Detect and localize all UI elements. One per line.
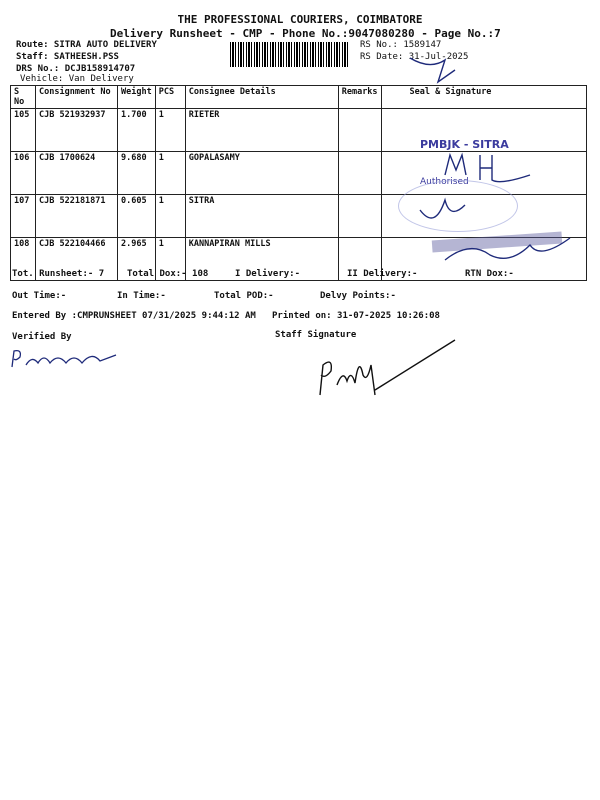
company-stamp: PMBJK - SITRA xyxy=(420,138,509,151)
rs-date: RS Date: 31-Jul-2025 xyxy=(360,52,469,62)
cell-consignee: GOPALASAMY xyxy=(185,152,338,195)
cell-remarks xyxy=(338,195,381,238)
signature-mark-top xyxy=(400,50,470,90)
header-consignee-details: Consignee Details xyxy=(185,86,338,109)
cell-pcs: 1 xyxy=(155,109,185,152)
header-pcs: PCS xyxy=(155,86,185,109)
header-remarks: Remarks xyxy=(338,86,381,109)
drs-number: DRS No.: DCJB158914707 xyxy=(16,64,136,74)
cell-consignment-no: CJB 522181871 xyxy=(36,195,118,238)
cell-consignee: KANNAPIRAN MILLS xyxy=(185,238,338,281)
out-time: Out Time:- xyxy=(12,291,67,301)
cell-consignment-no: CJB 522104466 xyxy=(36,238,118,281)
cell-sno: 108 xyxy=(11,238,36,281)
signature-mh xyxy=(440,150,540,190)
cell-consignee: RIETER xyxy=(185,109,338,152)
rs-number: RS No.: 1589147 xyxy=(360,40,442,50)
cell-sno: 105 xyxy=(11,109,36,152)
cell-pcs: 1 xyxy=(155,238,185,281)
cell-weight: 0.605 xyxy=(118,195,156,238)
runsheet-title: Delivery Runsheet - CMP - Phone No.:9047080280 - Page No.:7 xyxy=(110,27,501,40)
cell-sno: 106 xyxy=(11,152,36,195)
total-dox: Total Dox:- 108 xyxy=(127,269,209,279)
header-consignment-no: Consignment No xyxy=(36,86,118,109)
tot-runsheet: Tot. Runsheet:- 7 xyxy=(12,269,105,279)
entered-by: Entered By :CMPRUNSHEET 07/31/2025 9:44:12 AM xyxy=(12,311,256,321)
table-header-row xyxy=(11,86,587,109)
cell-consignment-no: CJB 1700624 xyxy=(36,152,118,195)
cell-weight: 2.965 xyxy=(118,238,156,281)
cell-remarks xyxy=(338,109,381,152)
cell-pcs: 1 xyxy=(155,152,185,195)
verified-by: Verified By xyxy=(12,332,72,342)
rtn-dox: RTN Dox:- xyxy=(465,269,514,279)
staff-signature-label: Staff Signature xyxy=(275,330,357,340)
total-pod: Total POD:- xyxy=(214,291,274,301)
signature-mark-107 xyxy=(415,190,475,230)
header-seal-signature: Seal & Signature xyxy=(381,86,586,109)
header-weight: Weight xyxy=(118,86,156,109)
cell-consignment-no: CJB 521932937 xyxy=(36,109,118,152)
authorised-stamp: Authorised xyxy=(420,177,469,187)
cell-weight: 1.700 xyxy=(118,109,156,152)
staff-signature xyxy=(315,335,465,405)
printed-on: Printed on: 31-07-2025 10:26:08 xyxy=(272,311,440,321)
cell-consignee: SITRA xyxy=(185,195,338,238)
cell-sno: 107 xyxy=(11,195,36,238)
in-time: In Time:- xyxy=(117,291,166,301)
company-name: THE PROFESSIONAL COURIERS, COIMBATORE xyxy=(177,13,423,26)
cell-pcs: 1 xyxy=(155,195,185,238)
verified-by-signature xyxy=(8,345,123,375)
delvy-points: Delvy Points:- xyxy=(320,291,396,301)
staff-text: Staff: SATHEESH.PSS xyxy=(16,52,119,62)
header-sno: S No xyxy=(11,86,36,109)
cell-weight: 9.680 xyxy=(118,152,156,195)
vehicle-text: Vehicle: Van Delivery xyxy=(20,74,134,84)
cell-remarks xyxy=(338,152,381,195)
route-text: Route: SITRA AUTO DELIVERY xyxy=(16,40,157,50)
barcode xyxy=(230,42,348,67)
i-delivery: I Delivery:- xyxy=(235,269,301,279)
ii-delivery: II Delivery:- xyxy=(347,269,418,279)
